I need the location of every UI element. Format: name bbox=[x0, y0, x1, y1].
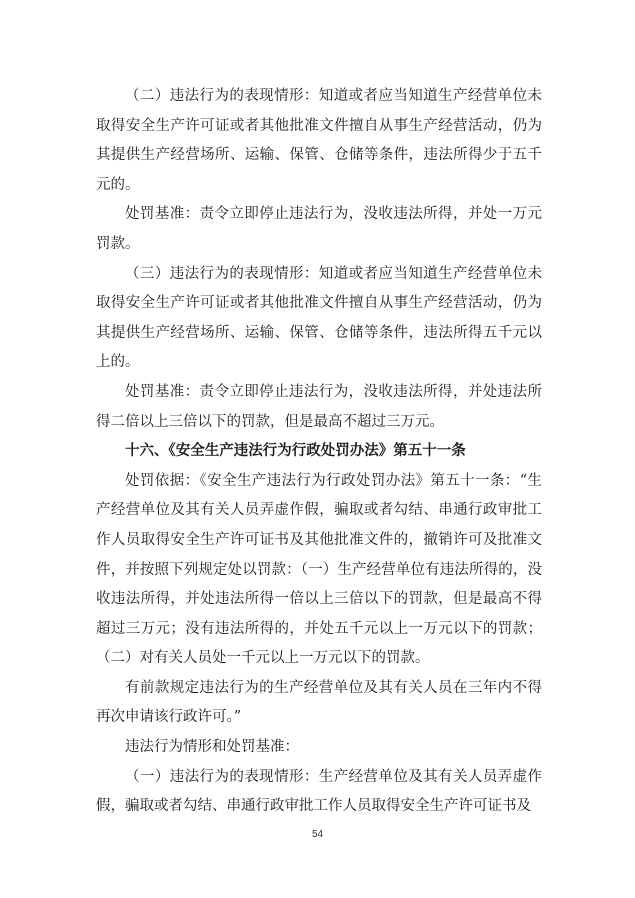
paragraph-cases-intro: 违法行为情形和处罚基准： bbox=[125, 739, 299, 756]
paragraph-case-2-penalty: 处罚基准：责令立即停止违法行为，没收违法所得，并处一万元罚款。 bbox=[96, 206, 542, 252]
paragraph-reapplication-ban: 有前款规定违法行为的生产经营单位及其有关人员在三年内不得再次申请该行政许可。” bbox=[96, 679, 542, 726]
paragraph-case-1-description: （一）违法行为的表现情形：生产经营单位及其有关人员弄虚作假，骗取或者勾结、串通行政审批工作人员取得安全生产许可证书及 bbox=[96, 768, 542, 815]
paragraph-case-2-description: （二）违法行为的表现情形：知道或者应当知道生产经营单位未取得安全生产许可证或者其他批准文件擅自从事生产经营活动，仍为其提供生产经营场所、运输、保管、仓储等条件，违法所得少于五千元的。 bbox=[96, 88, 542, 193]
paragraph-legal-basis: 处罚依据：《安全生产违法行为行政处罚办法》第五十一条：“生产经营单位及其有关人员弄虚作假，骗取或者勾结、串通行政审批工作人员取得安全生产许可证书及其他批准文件的，撤销许可及批准文件，并按照下列规定处以罚款：（一）生产经营单位有违法所得的，没收违法所得，并处违法所得一倍以上三倍以下的罚款，但是最高不得超过三万元；没有违法所得的，并处五千元以上一万元以下的罚款；（二）对有关人员处一千元以上一万元以下的罚款。 bbox=[96, 472, 542, 667]
paragraph-case-3-description: （三）违法行为的表现情形：知道或者应当知道生产经营单位未取得安全生产许可证或者其他批准文件擅自从事生产经营活动，仍为其提供生产经营场所、运输、保管、仓储等条件，违法所得五千元以上的。 bbox=[96, 265, 542, 371]
document-body bbox=[96, 82, 542, 822]
paragraph-case-3-penalty: 处罚基准：责令立即停止违法行为，没收违法所得，并处违法所得二倍以上三倍以下的罚款，但是最高不超过三万元。 bbox=[96, 383, 542, 430]
section-heading-16: 十六、《安全生产违法行为行政处罚办法》第五十一条 bbox=[125, 443, 466, 460]
page-number: 54 bbox=[311, 829, 324, 840]
